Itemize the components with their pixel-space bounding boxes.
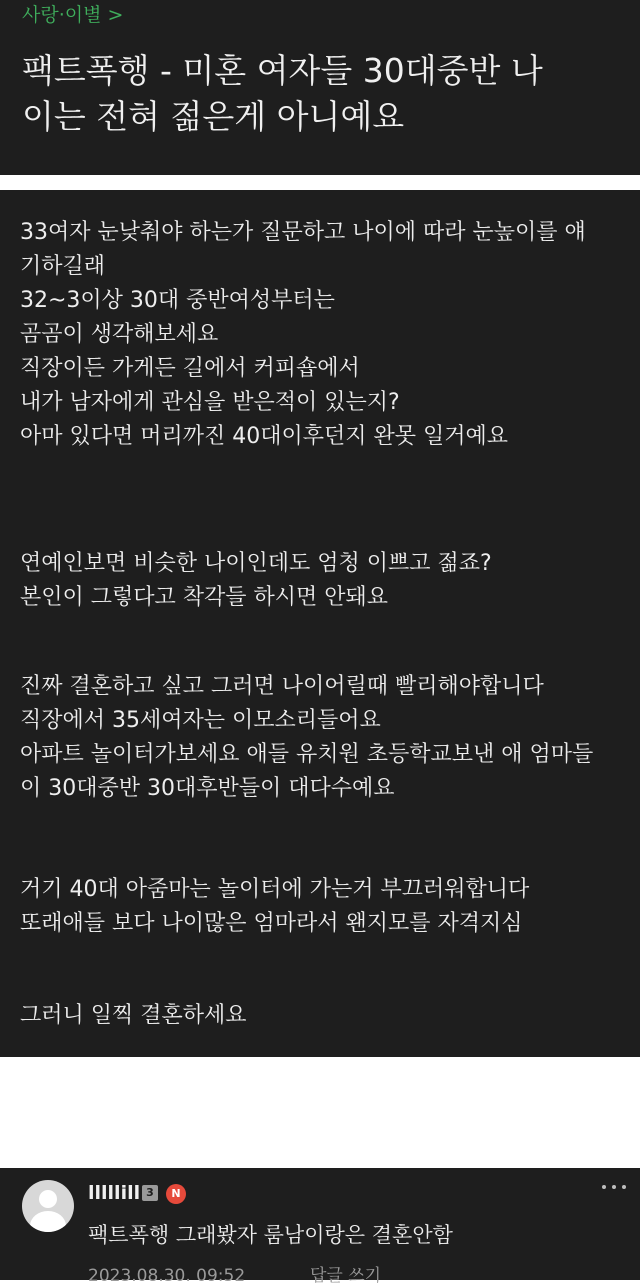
post-paragraph (20, 670, 630, 806)
new-badge: N (166, 1184, 186, 1204)
post-line: 본인이 그렇다고 착각들 하시면 안돼요 (20, 585, 389, 610)
post-header (0, 0, 640, 175)
post-line: 직장이든 가게든 길에서 커피숍에서 (20, 356, 360, 381)
post-line: 기하길래 (20, 254, 106, 279)
post-title-line: 팩트폭행 - 미혼 여자들 30대중반 나 (22, 51, 543, 90)
post-line: 거기 40대 아줌마는 놀이터에 가는거 부끄러워합니다 (20, 877, 530, 902)
post-line: 내가 남자에게 관심을 받은적이 있는지? (20, 390, 400, 415)
avatar-body-shape (30, 1211, 66, 1232)
post-line: 33여자 눈낮춰야 하는가 질문하고 나이에 따라 눈높이를 얘 (20, 220, 586, 245)
post-line: 직장에서 35세여자는 이모소리들어요 (20, 708, 381, 733)
post-paragraph (20, 216, 630, 454)
post-line: 그러니 일찍 결혼하세요 (20, 1003, 247, 1028)
post-paragraph (20, 873, 630, 941)
comment-date: 2023.08.30. 09:52 (88, 1266, 246, 1286)
avatar[interactable] (22, 1180, 74, 1232)
post-line: 아마 있다면 머리까진 40대이후던지 완못 일거예요 (20, 424, 509, 449)
reply-button[interactable]: 답글 쓰기 (310, 1266, 382, 1286)
post-paragraph (20, 999, 630, 1033)
post-line: 32~3이상 30대 중반여성부터는 (20, 288, 335, 313)
comment-text: 팩트폭행 그래봤자 룸남이랑은 결혼안함 (88, 1223, 453, 1247)
level-badge: 3 (142, 1185, 158, 1201)
post-body (0, 190, 640, 1057)
post-title-line: 이는 전혀 젊은게 아니예요 (22, 97, 405, 136)
avatar-head-shape (39, 1190, 57, 1208)
post-title (22, 48, 622, 140)
more-options-icon[interactable] (602, 1182, 626, 1192)
section-divider (0, 175, 640, 190)
post-line: 곰곰이 생각해보세요 (20, 322, 219, 347)
post-paragraph (20, 547, 630, 615)
post-line: 진짜 결혼하고 싶고 그러면 나이어릴때 빨리해야합니다 (20, 674, 544, 699)
comment-item (0, 1168, 640, 1286)
post-line: 또래애들 보다 나이많은 엄마라서 왠지모를 자격지심 (20, 911, 523, 936)
comment-username[interactable]: lllllill (88, 1182, 141, 1204)
post-line: 아파트 놀이터가보세요 애들 유치원 초등학교보낸 애 엄마들 (20, 742, 594, 767)
breadcrumb-category-link[interactable]: 사랑·이별 > (22, 4, 124, 26)
post-line: 이 30대중반 30대후반들이 대다수예요 (20, 776, 395, 801)
post-line: 연예인보면 비슷한 나이인데도 엄청 이쁘고 젊죠? (20, 551, 492, 576)
